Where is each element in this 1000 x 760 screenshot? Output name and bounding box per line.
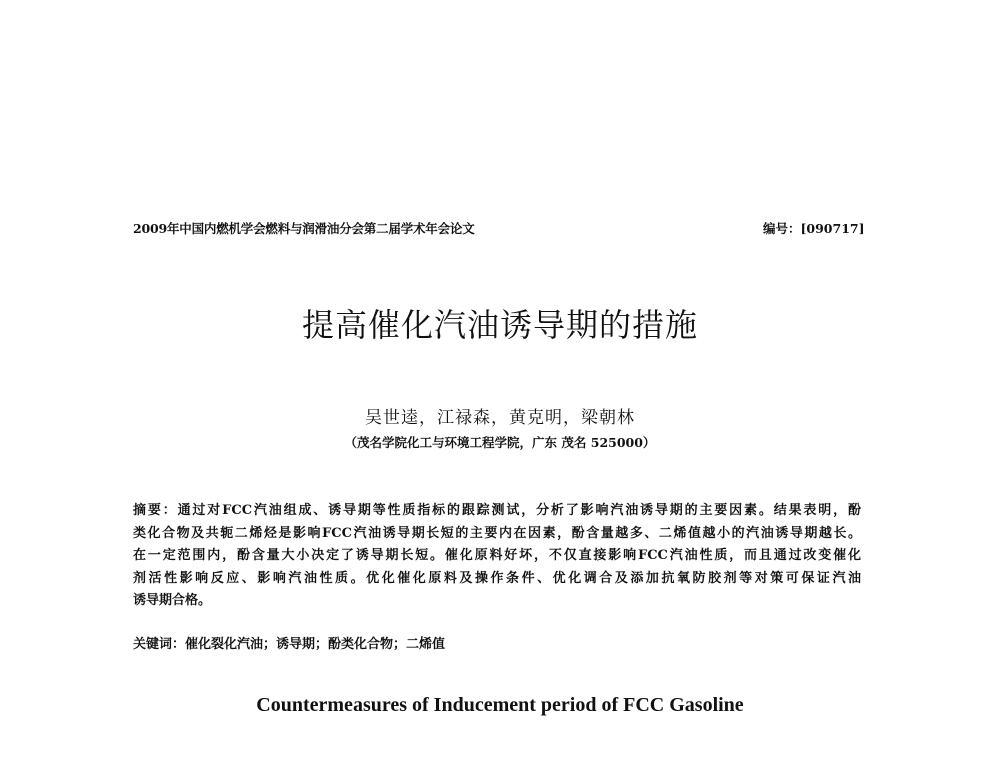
keywords-label: 关键词： xyxy=(133,637,186,652)
keywords xyxy=(133,633,445,652)
abstract-line: 类化合物及共轭二烯烃是影响FCC汽油诱导期长短的主要内在因素，酚含量越多、二烯值越小的汽油诱导期越长。 xyxy=(133,525,861,541)
author-list: 吴世逵，江禄森，黄克明，梁朝林 xyxy=(365,408,635,428)
paper-serial-number: 编号：[090717] xyxy=(763,221,865,236)
abstract-line xyxy=(133,500,861,523)
abstract-text: 通过对FCC汽油组成、诱导期等性质指标的跟踪测试，分析了影响汽油诱导期的主要因素。结果表明，酚 xyxy=(177,503,861,518)
abstract-line: 在一定范围内，酚含量大小决定了诱导期长短。催化原料好坏，不仅直接影响FCC汽油性质，而且通过改变催化 xyxy=(133,548,861,563)
abstract-line: 诱导期合格。 xyxy=(133,593,212,608)
keywords-text: 催化裂化汽油；诱导期；酚类化合物；二烯值 xyxy=(185,637,446,652)
paper-title: 提高催化汽油诱导期的措施 xyxy=(301,306,698,344)
abstract-label: 摘要： xyxy=(133,503,178,518)
conference-header: 2009年中国内燃机学会燃料与润滑油分会第二届学术年会论文 xyxy=(133,221,475,236)
english-title: Countermeasures of Inducement period of FCC Gasoline xyxy=(256,694,744,716)
author-affiliation: （茂名学院化工与环境工程学院，广东 茂名 525000） xyxy=(344,435,656,450)
abstract xyxy=(133,500,861,613)
abstract-line: 剂活性影响反应、影响汽油性质。优化催化原料及操作条件、优化调合及添加抗氧防胶剂等对策可保证汽油 xyxy=(133,570,861,586)
